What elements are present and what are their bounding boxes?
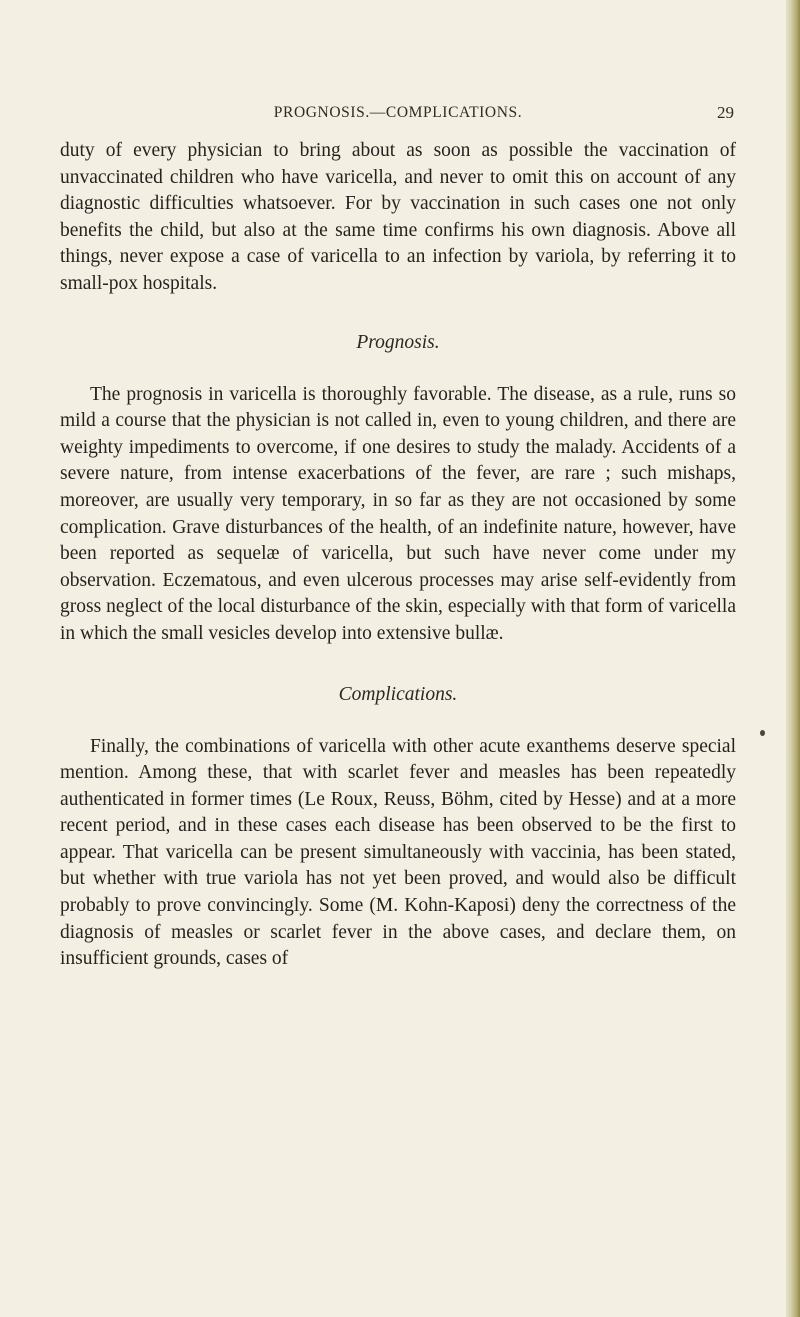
paragraph-complications: Finally, the combinations of varicella with other acute exanthems deserve special mention. Among these, that with scarlet fever and measles has been repeatedly authenticated in former times (Le Roux, Reuss, Böhm, cited by Hesse) and at a more recent period, and in these cases each disease has been observed to be the first to appear. That varicella can be present simultaneously with vaccinia, has been stated, but whether with true variola has not yet been proved, and would also be difficult probably to prove convincingly. Some (M. Kohn-Kaposi) deny the correctness of the diagnosis of measles or scarlet fever in the above cases, and declare them, on insufficient grounds, cases of — [60, 735, 736, 970]
section-heading-prognosis: Prognosis. — [356, 331, 440, 353]
section-heading-complications: Complications. — [338, 683, 458, 705]
page-header — [60, 104, 736, 130]
paragraph-continued: duty of every physician to bring about as soon as possible the vaccination of unvaccinated children who have varicella, and never to omit this on account of any diagnostic difficulties whatsoever. For by vaccination in such cases one not only benefits the child, but also at the same time confirms his own diagnosis. Above all things, never expose a case of varicella to an infection by variola, by referring it to small-pox hospitals. — [60, 140, 736, 294]
page-edge-shadow — [786, 0, 800, 1317]
paragraph-prognosis: The prognosis in varicella is thoroughly favorable. The disease, as a rule, runs so mild a course that the physician is not called in, even to young children, and there are weighty impediments to overcome, if one desires to study the malady. Accidents of a severe nature, from intense exacerbations of the fever, are rare ; such mishaps, moreover, are usually very temporary, in so far as they are not occasioned by some complication. Grave disturbances of the health, of an indefinite nature, however, have been reported as sequelæ of varicella, but such have never come under my observation. Eczematous, and even ulcerous processes may arise self-evidently from gross neglect of the local disturbance of the skin, especially with that form of varicella in which the small vesicles develop into extensive bullæ. — [60, 383, 736, 644]
ink-speck — [760, 730, 765, 736]
page-number: 29 — [717, 103, 734, 122]
body-text — [60, 138, 736, 973]
running-title: PROGNOSIS.—COMPLICATIONS. — [273, 104, 523, 121]
